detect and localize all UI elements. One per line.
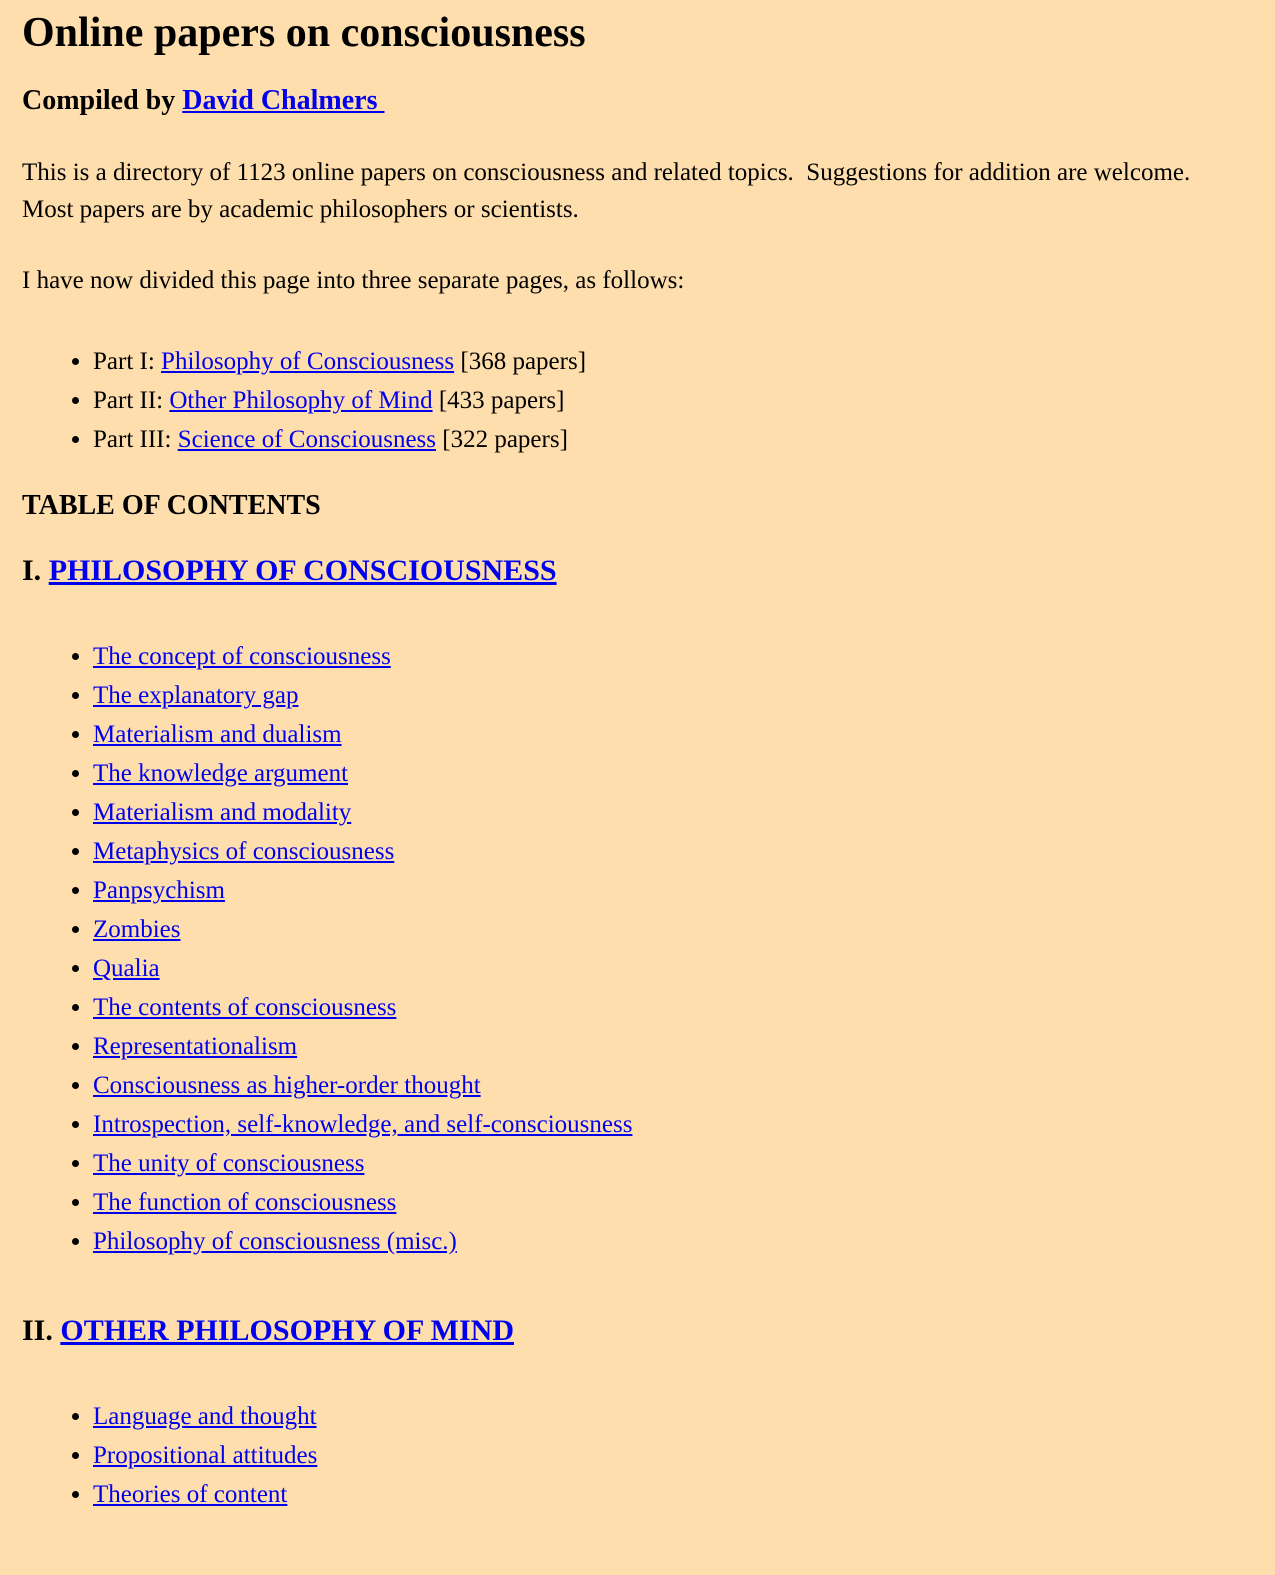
section-numeral: II. [22,1314,61,1348]
toc-item [93,1475,1253,1514]
toc-item-link[interactable]: Philosophy of consciousness (misc.) [93,1228,457,1256]
toc-item-link[interactable]: Consciousness as higher-order thought [93,1072,481,1100]
toc-item-link[interactable]: The unity of consciousness [93,1150,365,1178]
part-item [93,420,1253,459]
toc-item [93,1105,1253,1144]
toc-item-link[interactable]: The function of consciousness [93,1189,397,1217]
section-heading [22,553,1253,589]
part-paper-count: [368 papers] [454,348,587,376]
toc-item-link[interactable]: Introspection, self-knowledge, and self-consciousness [93,1111,633,1139]
part-3-link[interactable]: Science of Consciousness [177,426,436,454]
part-paper-count: [433 papers] [432,387,565,415]
toc-item-link[interactable]: Panpsychism [93,877,225,905]
toc-item-link[interactable]: Materialism and modality [93,799,352,827]
toc-list [22,1397,1253,1514]
toc-item-link[interactable]: The contents of consciousness [93,994,397,1022]
toc-list [22,637,1253,1261]
section-numeral: I. [22,554,49,588]
toc-item [93,1183,1253,1222]
toc-item-link[interactable]: Metaphysics of consciousness [93,838,395,866]
part-prefix: Part II: [93,387,170,415]
toc-item [93,871,1253,910]
toc-item-link[interactable]: Propositional attitudes [93,1442,318,1470]
toc-item [93,910,1253,949]
toc-item [93,1144,1253,1183]
toc-item [93,676,1253,715]
toc-item-link[interactable]: Materialism and dualism [93,721,342,749]
toc-item [93,1066,1253,1105]
toc-item-link[interactable]: Zombies [93,916,181,944]
compiled-by-line [22,84,1253,118]
toc-item [93,1222,1253,1261]
toc-item [93,1436,1253,1475]
toc-item-link[interactable]: Language and thought [93,1403,317,1431]
part-1-link[interactable]: Philosophy of Consciousness [161,348,455,376]
toc-item [93,1027,1253,1066]
david-chalmers-link[interactable]: David Chalmers [182,85,385,117]
toc-item-link[interactable]: The knowledge argument [93,760,349,788]
toc-item [93,949,1253,988]
compiled-by-label: Compiled by [22,85,183,117]
toc-item [93,988,1253,1027]
toc-item [93,637,1253,676]
toc-item-link[interactable]: Qualia [93,955,160,983]
part-prefix: Part I: [93,348,162,376]
toc-item [93,793,1253,832]
toc-item-link[interactable]: The concept of consciousness [93,643,391,671]
section-other-philosophy-of-mind [22,1313,1253,1514]
toc-item-link[interactable]: Representationalism [93,1033,298,1061]
intro-paragraph: This is a directory of 1123 online papers on consciousness and related topics. Suggestions for addition are welcome. Most papers are by academic philosophers or scientists. [22,158,1197,224]
section-philosophy-of-consciousness [22,553,1253,1261]
toc-item [93,832,1253,871]
toc-item-link[interactable]: Theories of content [93,1481,288,1509]
toc-item [93,754,1253,793]
table-of-contents-heading: TABLE OF CONTENTS [22,490,321,522]
section-1-link[interactable]: PHILOSOPHY OF CONSCIOUSNESS [48,554,557,588]
page-title: Online papers on consciousness [22,10,586,56]
toc-item [93,1397,1253,1436]
parts-list [22,342,1253,459]
section-heading [22,1313,1253,1349]
toc-item-link[interactable]: The explanatory gap [93,682,299,710]
toc-item [93,715,1253,754]
part-item [93,381,1253,420]
section-2-link[interactable]: OTHER PHILOSOPHY OF MIND [60,1314,514,1348]
part-item [93,342,1253,381]
divided-paragraph: I have now divided this page into three separate pages, as follows: [22,266,685,294]
part-2-link[interactable]: Other Philosophy of Mind [169,387,433,415]
part-paper-count: [322 papers] [436,426,568,454]
part-prefix: Part III: [93,426,178,454]
